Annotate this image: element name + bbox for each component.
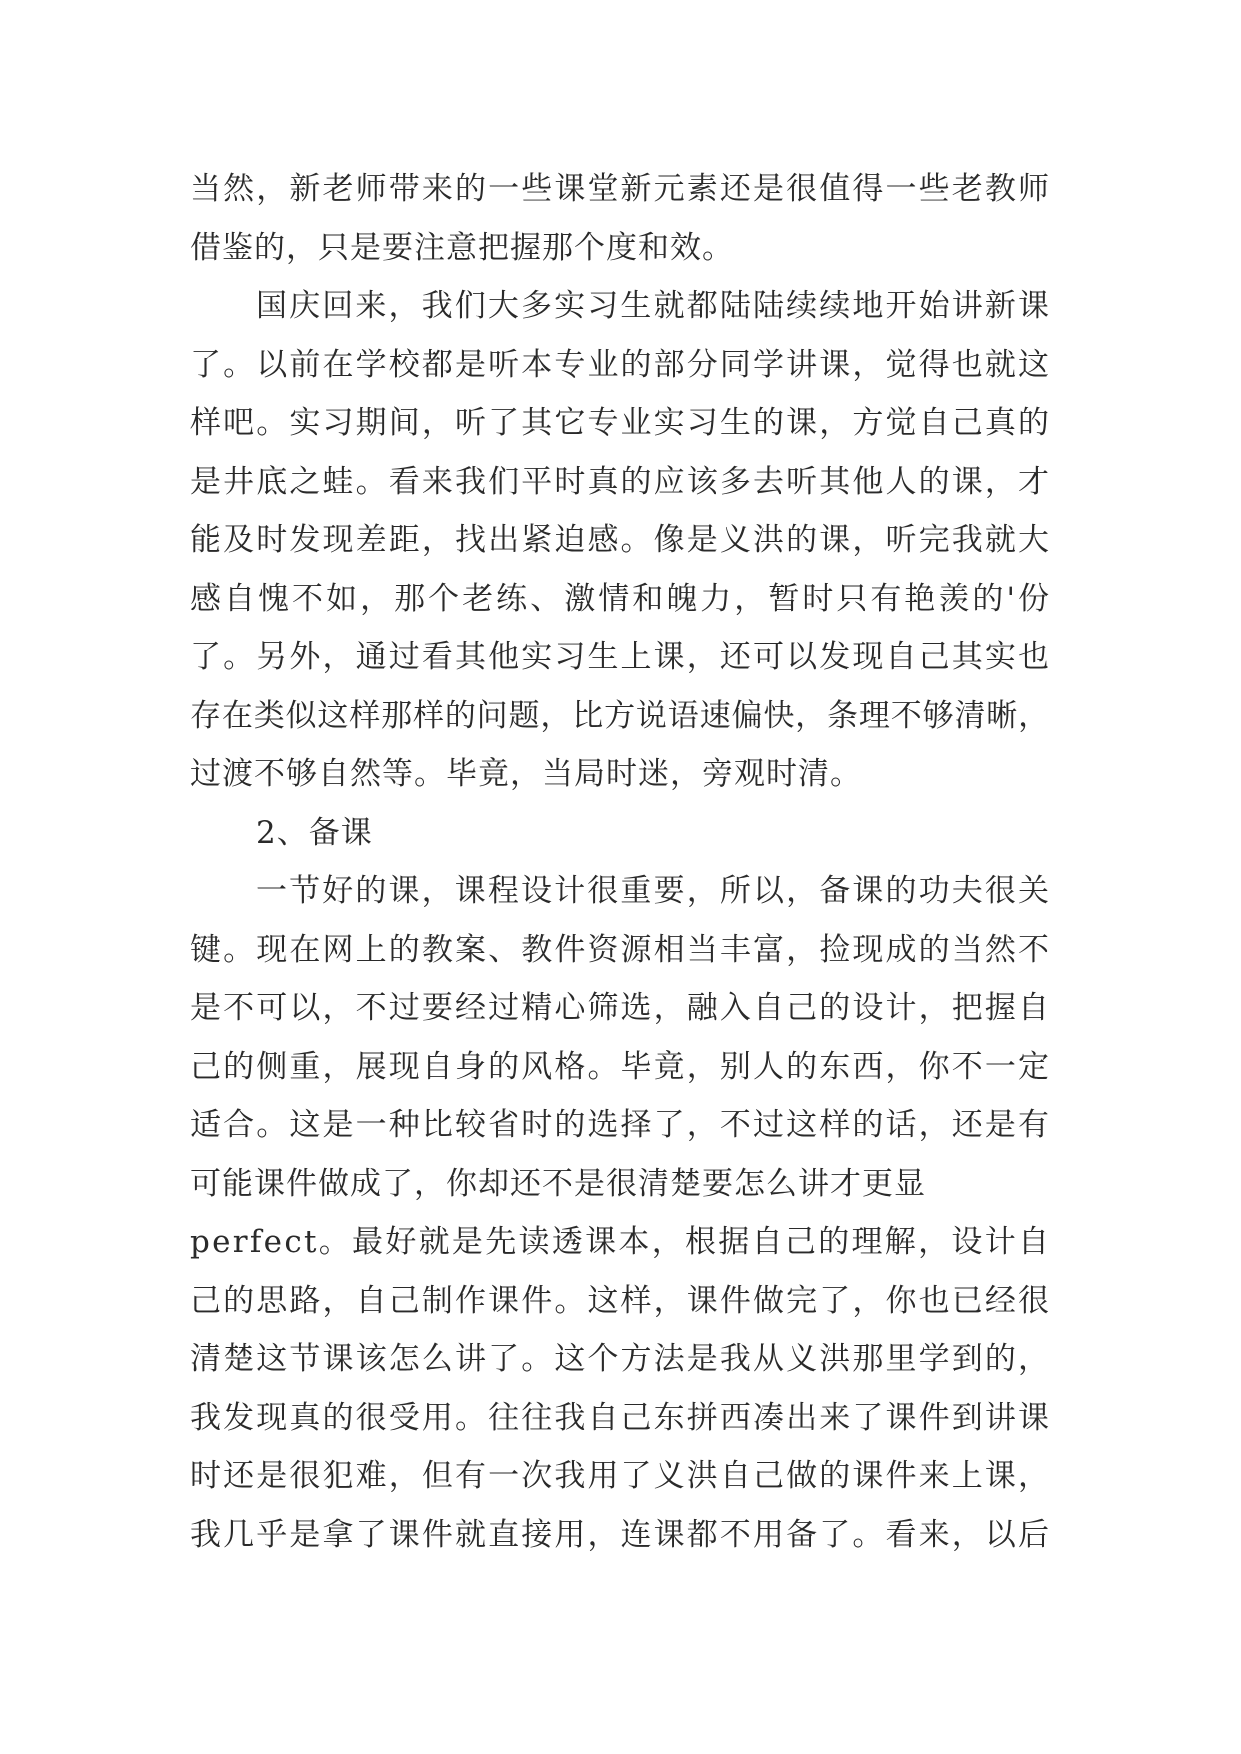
text-line: perfect。最好就是先读透课本，根据自己的理解，设计自 <box>190 1224 1052 1260</box>
text-line: 我几乎是拿了课件就直接用，连课都不用备了。看来，以后 <box>190 1516 1052 1553</box>
paragraph-first-line: 国庆回来，我们大多实习生就都陆陆续续地开始讲新课 <box>256 288 1052 324</box>
text-line: 了。以前在学校都是听本专业的部分同学讲课，觉得也就这 <box>190 346 1052 383</box>
text-line: 清楚这节课该怎么讲了。这个方法是我从义洪那里学到的， <box>190 1341 1052 1377</box>
text-line: 借鉴的，只是要注意把握那个度和效。 <box>190 229 734 266</box>
text-line: 是井底之蛙。看来我们平时真的应该多去听其他人的课，才 <box>190 463 1052 500</box>
text-line: 我发现真的很受用。往往我自己东拼西凑出来了课件到讲课 <box>190 1399 1052 1436</box>
text-line: 能及时发现差距，找出紧迫感。像是义洪的课，听完我就大 <box>190 522 1052 558</box>
text-line: 存在类似这样那样的问题，比方说语速偏快，条理不够清晰， <box>190 697 1050 734</box>
text-line: 可能课件做成了，你却还不是很清楚要怎么讲才更显 <box>190 1165 926 1202</box>
text-line: 过渡不够自然等。毕竟，当局时迷，旁观时清。 <box>190 756 862 792</box>
text-line: 样吧。实习期间，听了其它专业实习生的课，方觉自己真的 <box>190 405 1052 441</box>
text-line: 己的思路，自己制作课件。这样，课件做完了，你也已经很 <box>190 1282 1052 1319</box>
text-line: 己的侧重，展现自身的风格。毕竟，别人的东西，你不一定 <box>190 1048 1052 1085</box>
text-line: 时还是很犯难，但有一次我用了义洪自己做的课件来上课， <box>190 1458 1052 1494</box>
text-line: 了。另外，通过看其他实习生上课，还可以发现自己其实也 <box>190 639 1052 675</box>
text-line: 感自愧不如，那个老练、激情和魄力，暂时只有艳羡的'份 <box>190 580 1053 617</box>
paragraph-first-line: 2、备课 <box>256 814 373 851</box>
text-line: 当然，新老师带来的一些课堂新元素还是很值得一些老教师 <box>190 171 1052 207</box>
document-body <box>190 160 1053 1564</box>
text-line: 是不可以，不过要经过精心筛选，融入自己的设计，把握自 <box>190 990 1052 1026</box>
text-line: 键。现在网上的教案、教件资源相当丰富，捡现成的当然不 <box>190 931 1052 968</box>
text-line: 适合。这是一种比较省时的选择了，不过这样的话，还是有 <box>190 1107 1052 1143</box>
paragraph-first-line: 一节好的课，课程设计很重要，所以，备课的功夫很关 <box>256 873 1052 909</box>
